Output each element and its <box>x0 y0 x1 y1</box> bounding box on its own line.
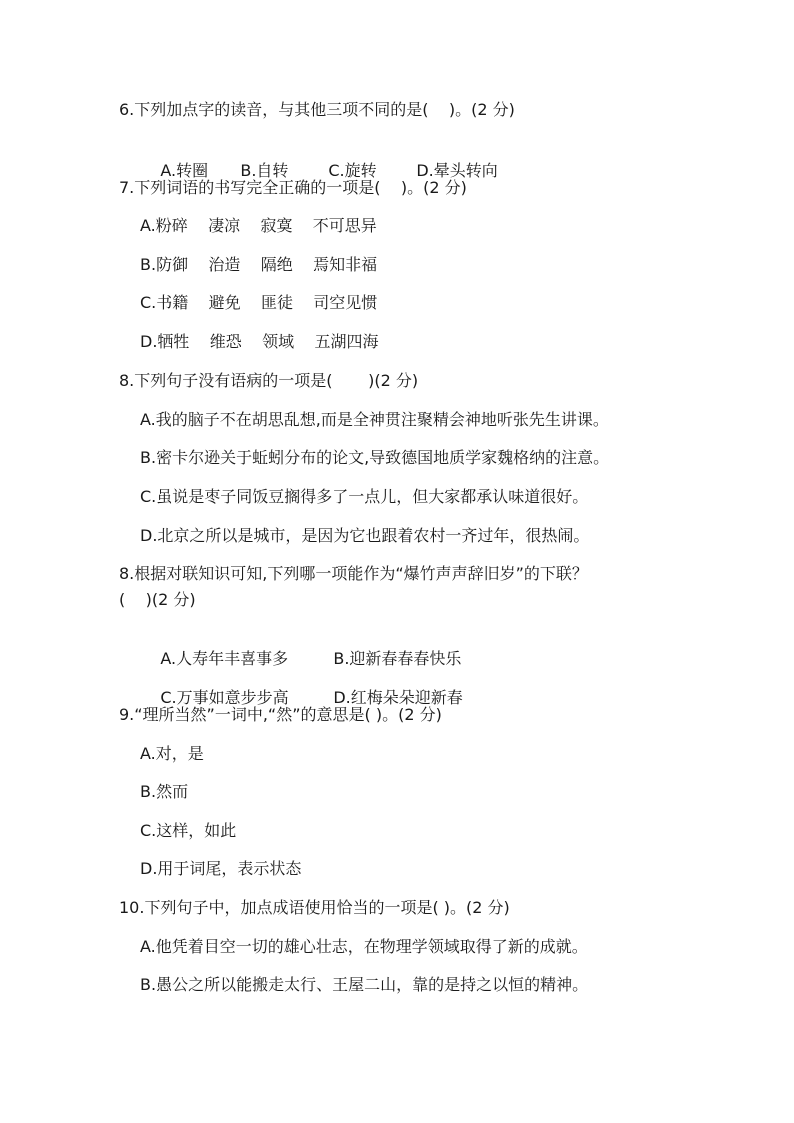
question-10-stem: 10.下列句子中，加点成语使用恰当的一项是( )。(2 分) <box>119 898 510 917</box>
question-8b-stem: 8.根据对联知识可知,下列哪一项能作为“爆竹声声辞旧岁”的下联？ <box>119 564 588 583</box>
question-9-option-d: D.用于词尾，表示状态 <box>140 859 302 878</box>
option-b: B.迎新春春春快乐 <box>333 649 462 668</box>
question-7-option-a: A.粉碎 凄凉 寂寞 不可思异 <box>140 216 377 235</box>
question-8b-stem-continued: ( )(2 分) <box>119 590 196 609</box>
question-10-option-b: B.愚公之所以能搬走太行、王屋二山，靠的是持之以恒的精神。 <box>140 975 589 994</box>
question-8a-stem: 8.下列句子没有语病的一项是( )(2 分) <box>119 371 419 390</box>
question-9-stem: 9.“理所当然”一词中,“然”的意思是( )。(2 分) <box>119 705 442 724</box>
question-9-option-a: A.对，是 <box>140 744 204 763</box>
question-6-stem: 6.下列加点字的读音，与其他三项不同的是( )。(2 分) <box>119 100 515 119</box>
option-d: D.晕头转向 <box>416 161 498 180</box>
question-9-option-b: B.然而 <box>140 782 189 801</box>
question-7-option-d: D.牺牲 维恐 领域 五湖四海 <box>140 332 379 351</box>
option-d: D.红梅朵朵迎新春 <box>333 688 463 707</box>
question-8a-option-c: C.虽说是枣子同饭豆搁得多了一点儿，但大家都承认味道很好。 <box>140 487 589 506</box>
question-8a-option-d: D.北京之所以是城市，是因为它也跟着农村一齐过年，很热闹。 <box>140 526 590 545</box>
question-9-option-c: C.这样，如此 <box>140 821 237 840</box>
question-7-option-c: C.书籍 避免 匪徒 司空见惯 <box>140 293 378 312</box>
option-c: C.旋转 <box>328 161 377 180</box>
option-a: A.人寿年丰喜事多 <box>160 649 289 668</box>
option-c: C.万事如意步步高 <box>160 688 289 707</box>
question-7-stem: 7.下列词语的书写完全正确的一项是( )。(2 分) <box>119 178 467 197</box>
question-8a-option-a: A.我的脑子不在胡思乱想,而是全神贯注聚精会神地听张先生讲课。 <box>140 410 609 429</box>
question-7-option-b: B.防御 治造 隔绝 焉知非福 <box>140 255 378 274</box>
question-8a-option-b: B.密卡尔逊关于蚯蚓分布的论文,导致德国地质学家魏格纳的注意。 <box>140 448 610 467</box>
option-a: A.转圈 <box>160 161 209 180</box>
question-10-option-a: A.他凭着目空一切的雄心壮志，在物理学领域取得了新的成就。 <box>140 937 588 956</box>
option-b: B.自转 <box>240 161 289 180</box>
